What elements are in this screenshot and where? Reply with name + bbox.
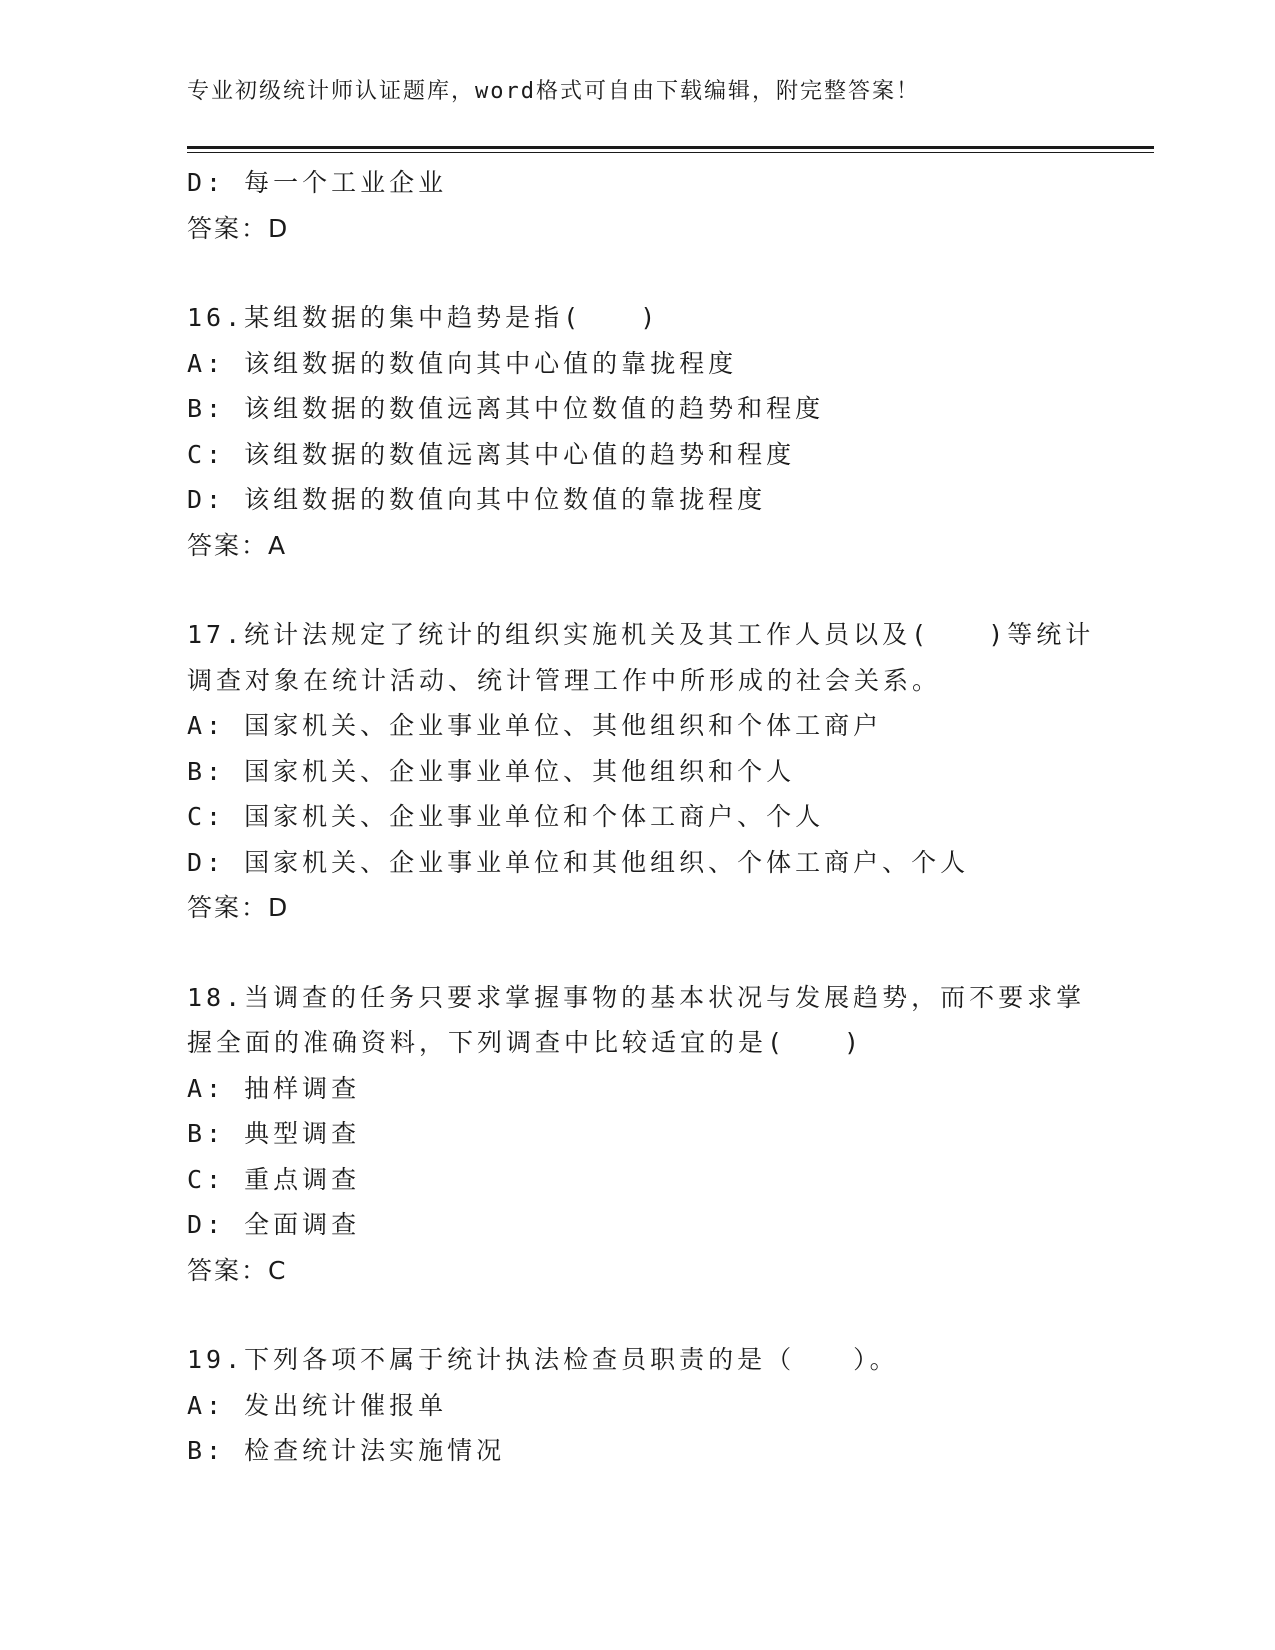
answer: 答案：D (187, 213, 290, 243)
question-16 (187, 295, 1087, 568)
answer: 答案：A (187, 530, 288, 560)
option-a: A: 该组数据的数值向其中心值的靠拢程度 (187, 348, 738, 378)
answer: 答案：C (187, 1255, 288, 1285)
option-b: B: 国家机关、企业事业单位、其他组织和个人 (187, 756, 796, 786)
question-15-tail (187, 160, 1087, 251)
question-stem: 16.某组数据的集中趋势是指( ) (187, 303, 660, 332)
option-c: C: 国家机关、企业事业单位和个体工商户、个人 (187, 802, 825, 831)
option-d: D: 该组数据的数值向其中位数值的靠拢程度 (187, 485, 767, 514)
question-stem: 19.下列各项不属于统计执法检查员职责的是（ ）。 (187, 1345, 899, 1374)
question-18 (187, 975, 1087, 1294)
question-list (187, 160, 1095, 1474)
header-rule-thin (187, 152, 1154, 153)
question-stem-cont: 握全面的准确资料，下列调查中比较适宜的是( ) (187, 1028, 864, 1057)
question-stem: 18.当调查的任务只要求掌握事物的基本状况与发展趋势，而不要求掌 (187, 982, 1086, 1012)
option-d: D: 国家机关、企业事业单位和其他组织、个体工商户、个人 (187, 847, 970, 877)
option-a: A: 抽样调查 (187, 1073, 361, 1103)
option-d: D: 每一个工业企业 (187, 168, 448, 197)
option-a: A: 发出统计催报单 (187, 1390, 448, 1420)
option-d: D: 全面调查 (187, 1210, 361, 1239)
question-stem: 17.统计法规定了统计的组织实施机关及其工作人员以及( )等统计 (187, 620, 1095, 649)
option-b: B: 检查统计法实施情况 (187, 1436, 506, 1465)
option-b: B: 典型调查 (187, 1119, 361, 1148)
question-stem-cont: 调查对象在统计活动、统计管理工作中所形成的社会关系。 (187, 665, 942, 695)
question-19 (187, 1337, 1087, 1474)
option-c: C: 重点调查 (187, 1164, 361, 1194)
question-17 (187, 612, 1095, 931)
page-header: 专业初级统计师认证题库，word格式可自由下载编辑，附完整答案！ (187, 79, 920, 104)
answer: 答案：D (187, 893, 290, 922)
header-rule-thick (187, 146, 1154, 149)
option-a: A: 国家机关、企业事业单位、其他组织和个体工商户 (187, 711, 883, 740)
option-b: B: 该组数据的数值远离其中位数值的趋势和程度 (187, 394, 825, 423)
option-c: C: 该组数据的数值远离其中心值的趋势和程度 (187, 439, 796, 469)
